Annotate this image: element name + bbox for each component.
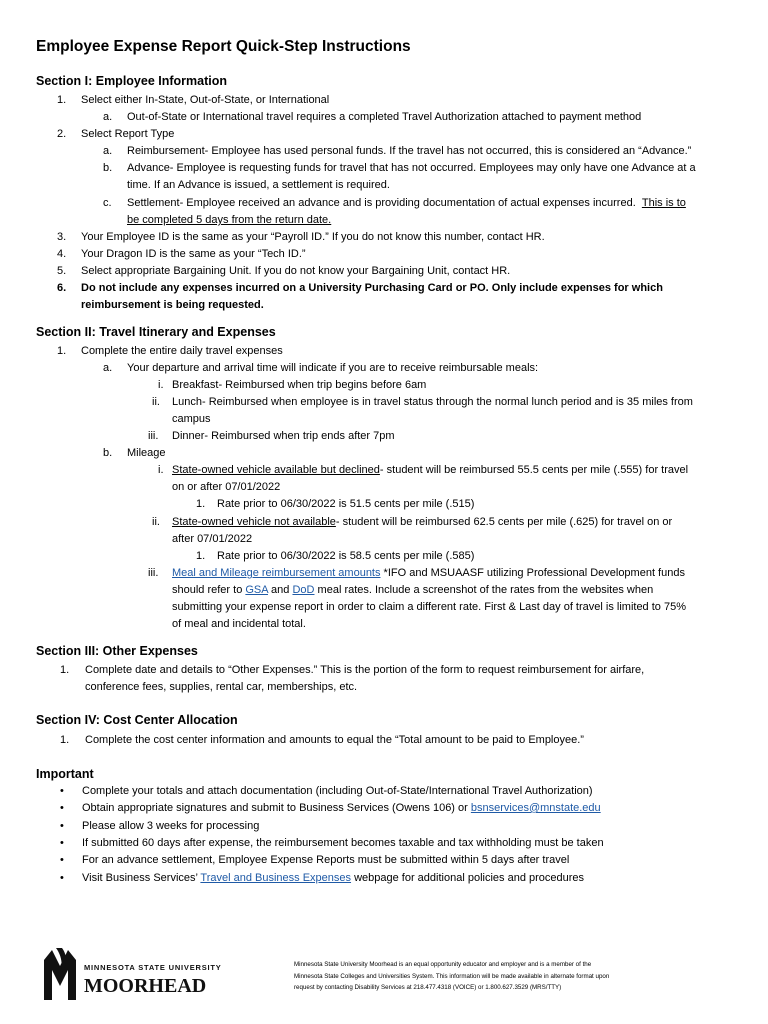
list-marker: 1. xyxy=(57,345,67,357)
list-item: Dinner- Reimbursed when trip ends after 7pm xyxy=(172,430,395,442)
list-marker: ii. xyxy=(152,516,160,528)
list-item: Your Dragon ID is the same as your “Tech ID.” xyxy=(81,248,306,260)
important-heading: Important xyxy=(36,767,94,781)
list-item: State-owned vehicle available but declined- student will be reimbursed 55.5 cents per mile (.555) for travel xyxy=(172,464,689,476)
list-marker: b. xyxy=(103,447,113,459)
list-item: Complete your totals and attach documentation (including Out-of-State/International Travel Authorization) xyxy=(82,785,593,797)
list-item: Mileage xyxy=(127,447,166,459)
list-marker: 4. xyxy=(57,248,67,260)
list-marker: c. xyxy=(103,197,112,209)
msum-logo-icon xyxy=(42,946,232,1002)
list-item: reimbursement is being requested. xyxy=(81,299,264,311)
list-marker: 5. xyxy=(57,265,67,277)
list-item: Select Report Type xyxy=(81,128,175,140)
section-2-heading: Section II: Travel Itinerary and Expenses xyxy=(36,325,276,339)
list-marker: 1. xyxy=(60,664,70,676)
list-item: Select either In-State, Out-of-State, or International xyxy=(81,94,330,106)
underlined-text: State-owned vehicle available but declined xyxy=(172,464,380,476)
university-logo xyxy=(42,946,232,1002)
list-item: Rate prior to 06/30/2022 is 51.5 cents per mile (.515) xyxy=(217,498,475,510)
list-marker: i. xyxy=(158,379,164,391)
list-marker: 3. xyxy=(57,231,67,243)
list-item: Visit Business Services’ Travel and Business Expenses webpage for additional policies and procedures xyxy=(82,872,585,884)
underlined-text: be completed 5 days from the return date. xyxy=(127,214,332,226)
bullet: • xyxy=(60,854,64,866)
bullet: • xyxy=(60,802,64,814)
list-item: Your departure and arrival time will indicate if you are to receive reimbursable meals: xyxy=(127,362,539,374)
bullet: • xyxy=(60,785,64,797)
list-item: Your Employee ID is the same as your “Payroll ID.” If you do not know this number, contact HR. xyxy=(81,231,545,243)
list-marker: 1. xyxy=(196,550,206,562)
list-marker: 1. xyxy=(196,498,206,510)
list-marker: ii. xyxy=(152,396,160,408)
list-item: Complete date and details to “Other Expenses.” This is the portion of the form to request reimbursement for airfare, xyxy=(85,664,645,676)
logo-line-2: MOORHEAD xyxy=(84,975,207,997)
list-marker: a. xyxy=(103,111,113,123)
list-item: Reimbursement- Employee has used personal funds. If the travel has not occurred, this is considered an “Advance.” xyxy=(127,145,692,157)
section-1-heading: Section I: Employee Information xyxy=(36,74,227,88)
list-item: Please allow 3 weeks for processing xyxy=(82,820,260,832)
list-marker: iii. xyxy=(148,430,159,442)
list-item: For an advance settlement, Employee Expense Reports must be submitted within 5 days after travel xyxy=(82,854,570,866)
list-item: submitting your expense report in order to claim a different rate. First & Last day of travel is limited to 75% xyxy=(172,601,686,613)
logo-line-1: MINNESOTA STATE UNIVERSITY xyxy=(84,963,222,972)
list-item: If submitted 60 days after expense, the reimbursement becomes taxable and tax withholding must be taken xyxy=(82,837,604,849)
underlined-text: State-owned vehicle not available xyxy=(172,516,336,528)
page-title: Employee Expense Report Quick-Step Instructions xyxy=(36,38,411,55)
list-marker: 1. xyxy=(60,734,70,746)
list-item: after 07/01/2022 xyxy=(172,533,253,545)
list-marker: b. xyxy=(103,162,113,174)
list-marker: a. xyxy=(103,145,113,157)
list-item: Rate prior to 06/30/2022 is 58.5 cents per mile (.585) xyxy=(217,550,475,562)
list-item: Breakfast- Reimbursed when trip begins before 6am xyxy=(172,379,427,391)
list-item: conference fees, supplies, rental car, memberships, etc. xyxy=(85,681,358,693)
list-item: Do not include any expenses incurred on a University Purchasing Card or PO. Only include expenses for which xyxy=(81,282,663,294)
list-item: Advance- Employee is requesting funds for travel that has not occurred. Employees may only have one Advance at a xyxy=(127,162,696,174)
list-item: Complete the entire daily travel expenses xyxy=(81,345,283,357)
list-item: Out-of-State or International travel requires a completed Travel Authorization attached to payment method xyxy=(127,111,642,123)
footer-line: Minnesota State University Moorhead is an equal opportunity educator and employer and is a member of the xyxy=(294,961,592,968)
list-marker: 1. xyxy=(57,94,67,106)
section-4-heading: Section IV: Cost Center Allocation xyxy=(36,713,238,727)
list-item: Lunch- Reimbursed when employee is in travel status through the normal lunch period and is 35 miles from xyxy=(172,396,693,408)
underlined-text: This is to xyxy=(641,197,686,209)
travel-expenses-link[interactable]: Travel and Business Expenses xyxy=(200,872,352,884)
email-link[interactable]: bsnservices@mnstate.edu xyxy=(470,802,601,814)
section-3-heading: Section III: Other Expenses xyxy=(36,644,198,658)
list-item: Settlement- Employee received an advance and is providing documentation of actual expenses incurred. This is to xyxy=(127,197,686,209)
list-item: Select appropriate Bargaining Unit. If you do not know your Bargaining Unit, contact HR. xyxy=(81,265,511,277)
list-marker: 2. xyxy=(57,128,67,140)
bullet: • xyxy=(60,837,64,849)
list-marker: 6. xyxy=(57,282,67,294)
footer-line: Minnesota State Colleges and Universities System. This information will be made available in alternate format upon xyxy=(294,972,610,980)
footer-disclaimer xyxy=(294,959,734,994)
list-marker: a. xyxy=(103,362,113,374)
list-marker: iii. xyxy=(148,567,159,579)
list-item: State-owned vehicle not available- student will be reimbursed 62.5 cents per mile (.625) for travel on or xyxy=(172,516,673,528)
list-marker: i. xyxy=(158,464,164,476)
list-item: time. If an Advance is issued, a settlement is required. xyxy=(127,179,390,191)
bullet: • xyxy=(60,820,64,832)
dod-link[interactable]: DoD xyxy=(292,584,315,596)
footer-line: request by contacting Disability Services at 218.477.4318 (VOICE) or 1.800.627.3529 (MRS/TTY) xyxy=(294,984,562,991)
gsa-link[interactable]: GSA xyxy=(245,584,268,596)
list-item: campus xyxy=(172,413,211,425)
list-item: Obtain appropriate signatures and submit to Business Services (Owens 106) or bsnservices@mnstate.edu xyxy=(82,802,601,814)
list-item: on or after 07/01/2022 xyxy=(172,481,281,493)
list-item: of meal and incidental total. xyxy=(172,618,306,630)
list-item: Complete the cost center information and amounts to equal the “Total amount to be paid to Employee.” xyxy=(85,734,584,746)
meal-mileage-link[interactable]: Meal and Mileage reimbursement amounts xyxy=(172,567,381,579)
list-item: Meal and Mileage reimbursement amounts *IFO and MSUAASF utilizing Professional Development funds xyxy=(172,567,685,579)
list-item: should refer to GSA and DoD meal rates. Include a screenshot of the rates from the websites when xyxy=(172,584,654,596)
bullet: • xyxy=(60,872,64,884)
